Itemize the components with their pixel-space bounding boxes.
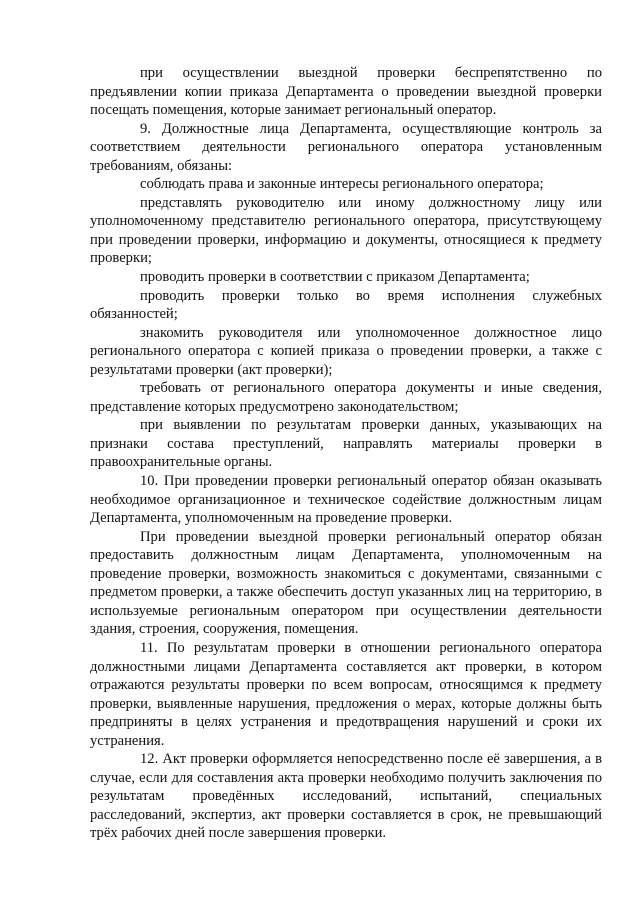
paragraph-respect-rights: соблюдать права и законные интересы регионального оператора; [140, 176, 544, 193]
document-page [90, 64, 602, 843]
paragraph-10-assistance: 10. При проведении проверки региональный оператор обязан оказывать необходимое организационное и техническое содействие должностным лицам Департамента, уполномоченным на проведение проверки. [90, 473, 602, 527]
paragraph-access-premises: при осуществлении выездной проверки беспрепятственно по предъявлении копии приказа Департамента о проведении выездной проверки посещать помещения, которые занимает региональный оператор. [90, 65, 602, 119]
paragraph-duty-time: проводить проверки только во время исполнения служебных обязанностей; [90, 287, 602, 323]
paragraph-11-inspection-act: 11. По результатам проверки в отношении регионального оператора должностными лицами Департамента составляется акт проверки, в котором отражаются результаты проверки по всем вопросам, относящимся к предмету проверки, выявленные нарушения, предложения о мерах, которые должны быть предприняты в целях устранения и предотвращения нарушений и сроки их устранения. [90, 639, 602, 749]
paragraph-request-documents: требовать от регионального оператора документы и иные сведения, представление которых предусмотрено законодательством; [90, 380, 602, 415]
paragraph-onsite-access: При проведении выездной проверки региональный оператор обязан предоставить должностным лицам Департамента, уполномоченным на проведение проверки, возможность знакомиться с документами, связанными с предметом проверки, а также обеспечить доступ указанных лиц на территорию, в используемые региональным оператором при осуществлении деятельности здания, строения, сооружения, помещения. [90, 528, 602, 638]
paragraph-12-act-deadline: 12. Акт проверки оформляется непосредственно после её завершения, а в случае, если для составления акта проверки необходимо получить заключения по результатам проведённых исследований, испытаний, специальных расследований, экспертиз, акт проверки составляется в срок, не превышающий трёх рабочих дней после завершения проверки. [90, 751, 602, 842]
paragraph-9-obligations: 9. Должностные лица Департамента, осуществляющие контроль за соответствием деятельности регионального оператора установленным требованиям, обязаны: [90, 120, 602, 174]
paragraph-per-order: проводить проверки в соответствии с приказом Департамента; [140, 269, 530, 286]
paragraph-acquaint-results: знакомить руководителя или уполномоченное должностное лицо регионального оператора с копией приказа о проведении проверки, а также с результатами проверки (акт проверки); [90, 324, 602, 378]
paragraph-provide-information: представлять руководителю или иному должностному лицу или уполномоченному представителю регионального оператора, присутствующему при проведении проверки, информацию и документы, относящиеся к предмету проверки; [90, 194, 602, 267]
paragraph-law-enforcement: при выявлении по результатам проверки данных, указывающих на признаки состава преступлений, направлять материалы проверки в правоохранительные органы. [90, 417, 602, 471]
